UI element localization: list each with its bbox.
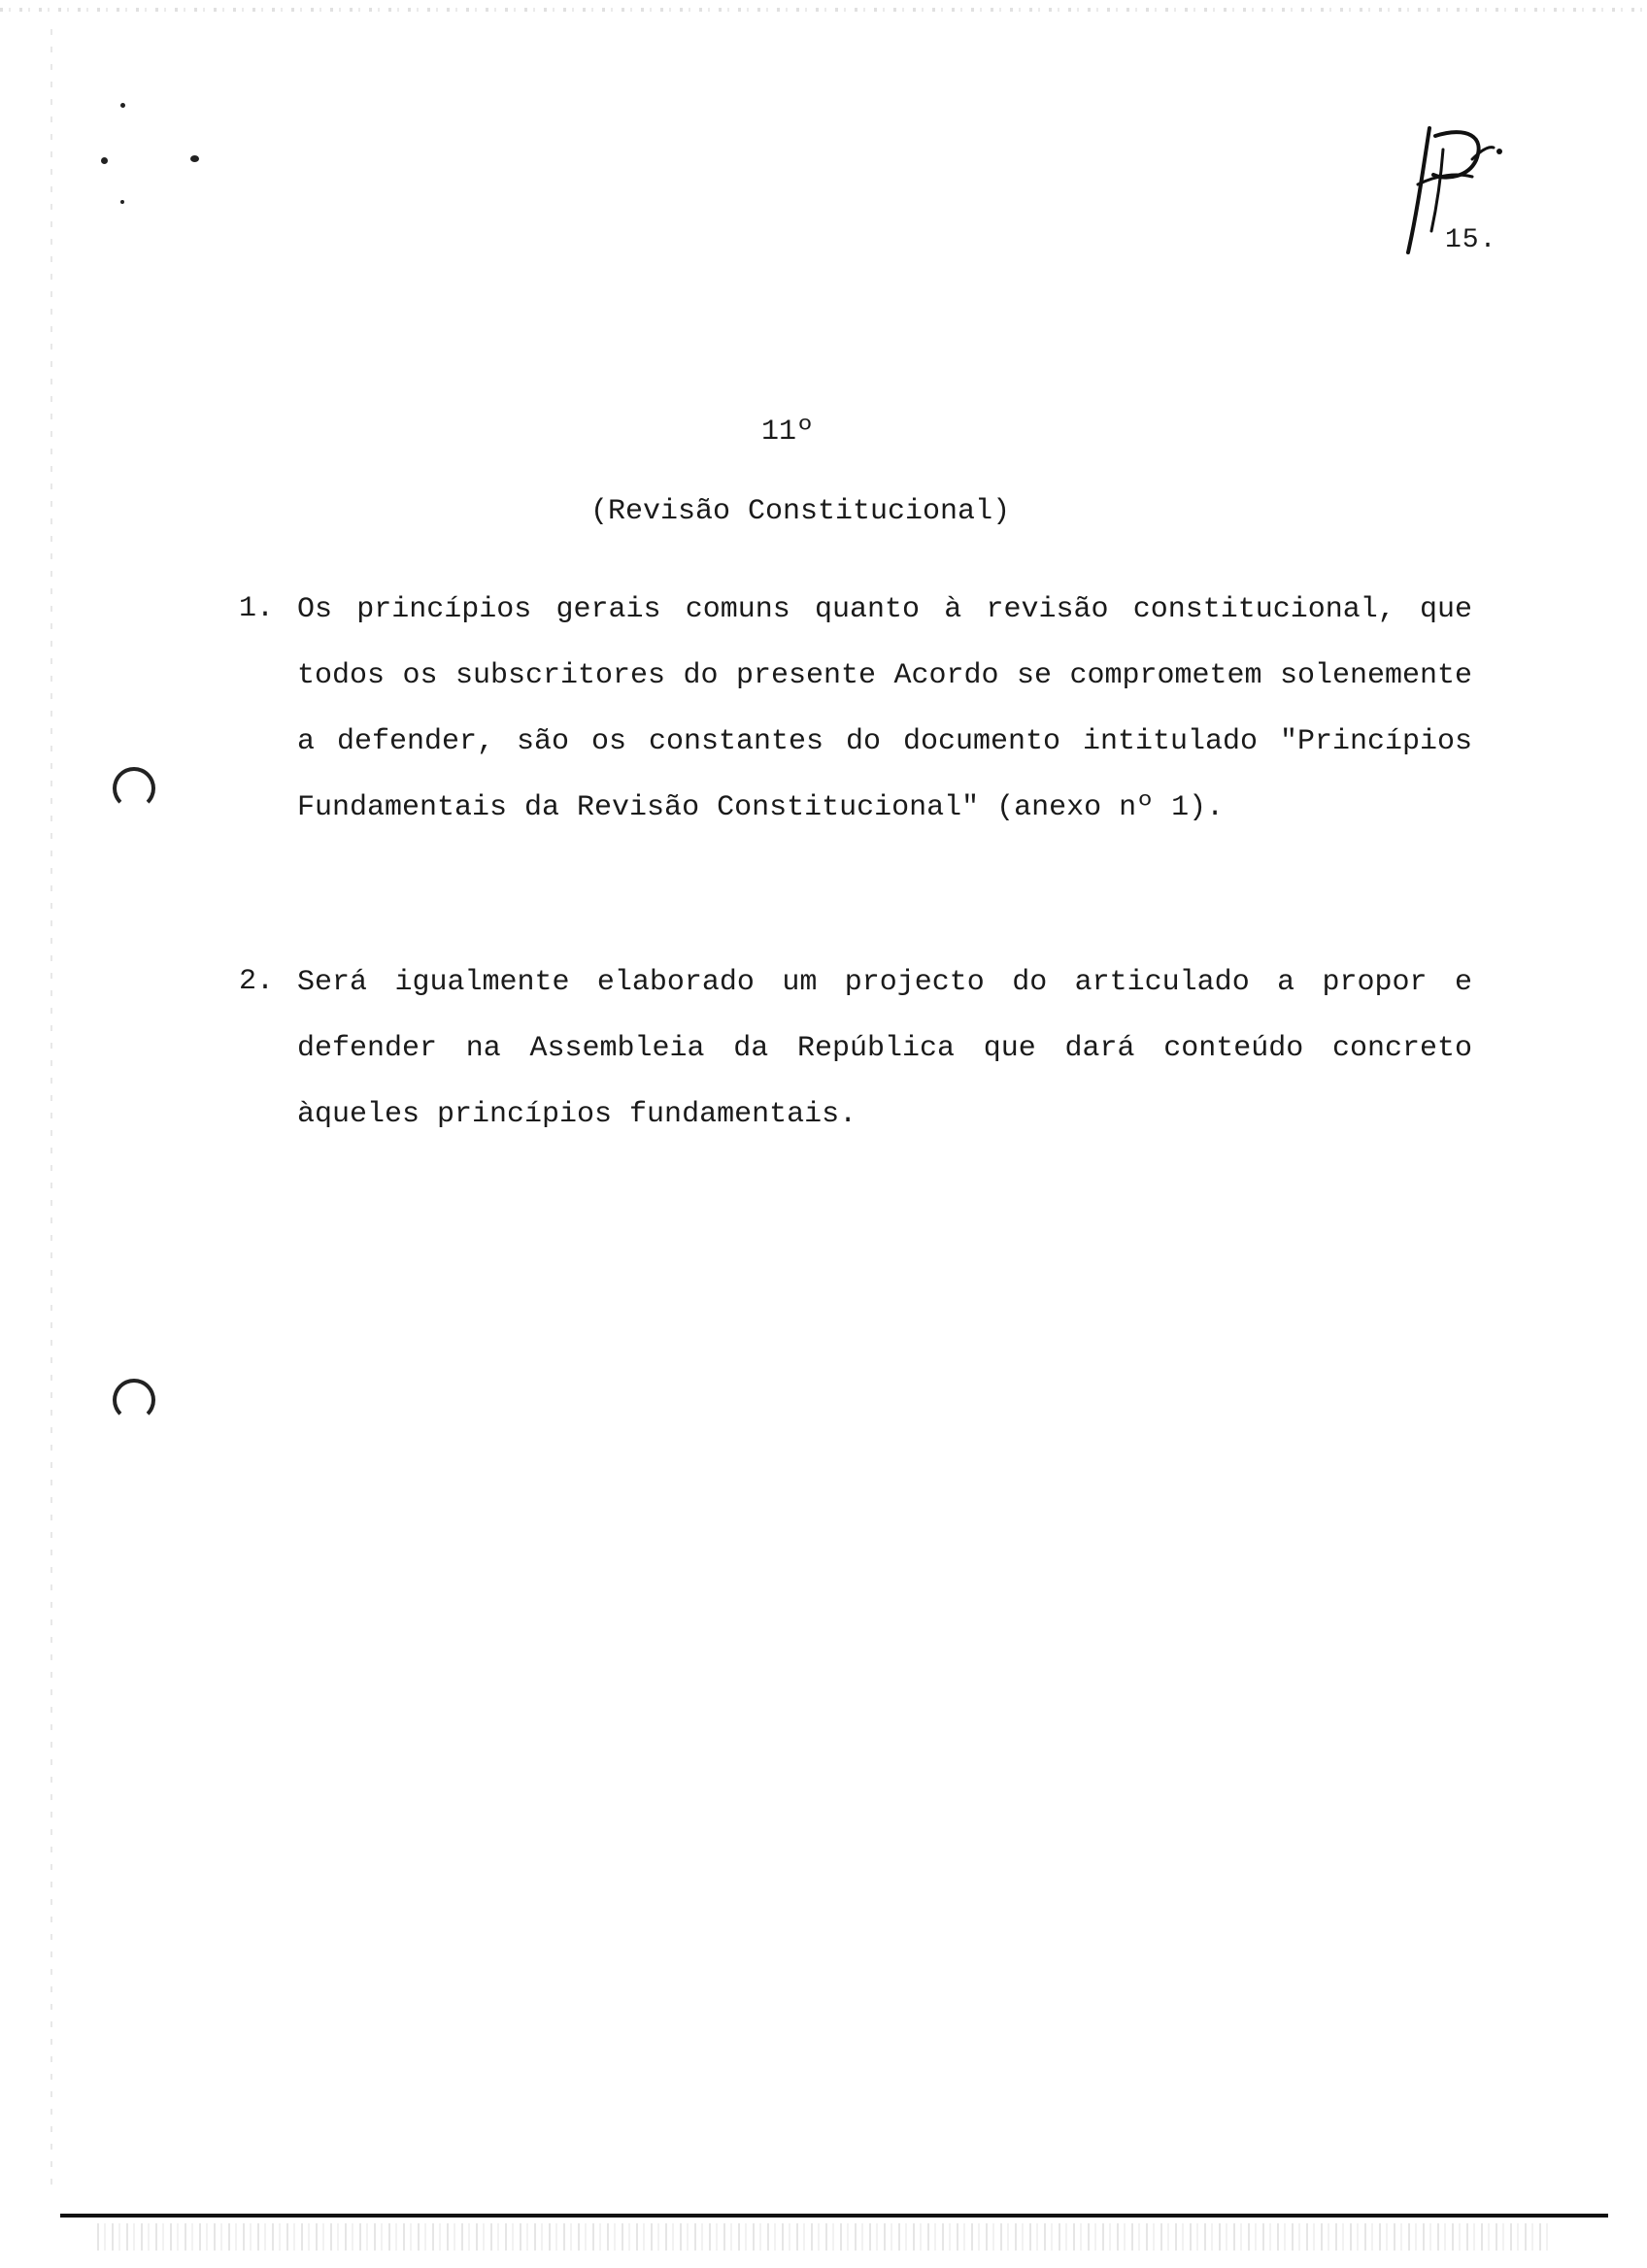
section-title: (Revisão Constitucional) — [590, 495, 1011, 528]
bottom-rule — [60, 2214, 1608, 2218]
speck — [120, 200, 124, 204]
scan-noise-left — [50, 29, 52, 2185]
speck — [120, 103, 125, 108]
page-number: 15. — [1445, 225, 1497, 255]
punch-hole — [113, 1379, 155, 1421]
punch-hole — [113, 767, 155, 810]
item-text-2: Será igualmente elaborado um projecto do articulado a propor e defender na Assembleia da República que dará conteúdo concreto àqueles princípios fundamentais. — [297, 966, 1472, 1131]
section-number: 11º — [761, 416, 815, 449]
speck — [190, 155, 199, 162]
item-number-1: 1. — [239, 592, 275, 625]
item-number-2: 2. — [239, 965, 275, 998]
item-text-1: Os princípios gerais comuns quanto à revisão constitucional, que todos os subscritores do presente Acordo se comprometem solenemente a defender, são os constantes do documento intitulado "Princípios Fundamentais da Revisão Constitucional" (anexo nº 1). — [297, 593, 1472, 824]
scan-noise-top — [0, 8, 1647, 12]
scan-noise-bottom — [97, 2223, 1554, 2251]
speck — [101, 157, 108, 164]
